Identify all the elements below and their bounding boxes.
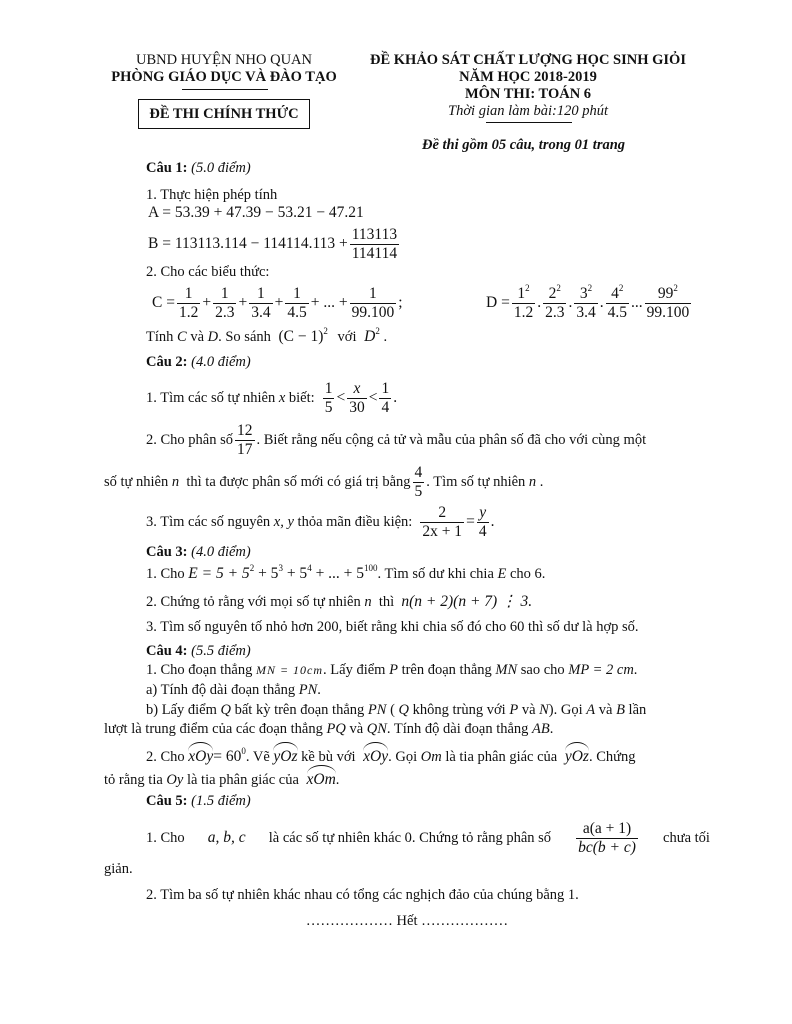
q4-p2-c: kề bù với (301, 749, 356, 765)
q3-p2-expr: n(n + 2)(n + 7) ⋮ 3. (401, 593, 533, 610)
q3-heading (146, 544, 251, 561)
exam-title: ĐỀ KHẢO SÁT CHẤT LƯỢNG HỌC SINH GIỎI (370, 52, 686, 68)
q4-pa (146, 682, 321, 699)
q1-expr-d: D = $\frac{1^2}{1.2}$ . $\frac{2^2}{2.3}$ . $\frac{3^2}{3.4}$ . $\frac{4^2}{4.5}$ ... $\frac{99^2}{99.100}$ (486, 282, 690, 321)
q2-p2-end: . (539, 473, 544, 490)
c-term (213, 285, 236, 322)
footer-end: ……………… Hết ……………… (305, 913, 509, 929)
q4-p2-oy: Oy (166, 772, 184, 788)
pages-note: Đề thi gồm 05 câu, trong 01 trang (422, 137, 626, 153)
time-underline (486, 122, 572, 123)
angle-xom: xOm (307, 768, 336, 789)
q3-title: Câu 3: (146, 544, 188, 560)
d-term-num: 2 (548, 284, 557, 302)
q4-p1-mn: MN = 10cm (255, 663, 324, 677)
q4-pb-pn: PN (367, 702, 387, 718)
compare-text: Tính (146, 329, 174, 345)
q3-p1-expr: E = 5 + 5 (188, 565, 250, 582)
q3-p1-a: 1. Cho (146, 566, 185, 582)
q4-p1-mn2: MN (495, 662, 518, 678)
compare-d2: D (364, 328, 376, 345)
q4-pb-e: ). Gọi (548, 702, 583, 718)
q2-f3-den: 4 (381, 398, 390, 416)
lt-sign: < (336, 389, 346, 406)
q2-points: (4.0 điểm) (191, 354, 251, 370)
q5-heading (146, 793, 251, 810)
d-term-last (645, 282, 692, 322)
c-dots: + ... + (310, 294, 348, 311)
q2-p2-b: . Biết rằng nếu cộng cả tử và mẫu của phân số đã cho với cùng một (256, 431, 647, 448)
q3-p2-n: n (364, 594, 372, 610)
q4-title: Câu 4: (146, 643, 188, 659)
q4-pb-pa: A (586, 702, 596, 718)
c-term (177, 285, 200, 322)
q2-p3-rfrac (477, 504, 489, 541)
d-term-den: 3.4 (576, 303, 596, 321)
q5-p1-c: chưa tối (663, 829, 710, 846)
q4-pa-a: a) Tính độ dài đoạn thẳng (146, 682, 296, 698)
q4-pb-va2: và (598, 702, 613, 718)
dept-line2: PHÒNG GIÁO DỤC VÀ ĐÀO TẠO (111, 69, 337, 85)
c-last-den: 99.100 (351, 303, 395, 321)
q2-f2-num: x (347, 380, 367, 399)
q4-p1-d: sao cho (520, 662, 565, 678)
q4-heading (146, 643, 251, 660)
q4-pb-va3: và (349, 721, 364, 737)
q2-p2-a: 2. Cho phân số (146, 431, 233, 448)
q2-f1-den: 5 (324, 398, 333, 416)
q5-p1-abc: a, b, c (207, 829, 246, 846)
q2-p2-line2 (104, 462, 543, 502)
q4-pb-pq: PQ (326, 721, 346, 737)
square: 2 (525, 282, 530, 293)
q1-p1-intro: 1. Thực hiện phép tính (146, 187, 278, 203)
header-underline (182, 89, 268, 90)
q1-p2-intro: 2. Cho các biểu thức: (146, 264, 270, 280)
square: 2 (375, 326, 380, 336)
q2-p2-gfrac (413, 464, 425, 501)
angle-xoy-2: xOy (363, 745, 388, 766)
q2-p3-lnum: 2 (420, 504, 464, 523)
q4-p2-eq: = 60 (213, 748, 242, 765)
q4-p2-line2 (104, 768, 339, 789)
q4-p1-c: trên đoạn thẳng (401, 662, 492, 678)
d-term-den: 2.3 (545, 303, 565, 321)
q1-b-fraction (350, 226, 399, 263)
q2-p1-text: 1. Tìm các số tự nhiên (146, 389, 276, 406)
q2-p2-line1 (146, 420, 646, 460)
c-term-den: 1.2 (178, 303, 199, 321)
q4-p1-end: . (633, 662, 638, 678)
q5-points: (1.5 điểm) (191, 793, 251, 809)
q3-p2 (146, 592, 532, 611)
d-dots: ... (630, 294, 643, 311)
c-term-den: 3.4 (251, 303, 271, 321)
q1-b-num: 113113 (351, 225, 398, 243)
c-term-num: 1 (213, 285, 236, 304)
q2-f3-num: 1 (381, 379, 390, 397)
q4-pb-line2 (104, 721, 553, 738)
q5-frac (576, 820, 638, 857)
q4-pb-b: bất kỳ trên đoạn thẳng (234, 702, 365, 718)
q4-pb-c: ( (390, 702, 395, 718)
q4-p1-mp: MP = 2 cm (568, 662, 634, 678)
c-term-den: 2.3 (215, 303, 235, 321)
q4-pb-end: . (549, 721, 554, 737)
q4-pb-line1 (146, 702, 646, 719)
q4-p2-om: Om (420, 749, 442, 765)
q2-p3: 3. Tìm các số nguyên x, y thỏa mãn điều kiện: $\frac{2}{2x + 1}$ = $\frac{y}{4}$ . (146, 503, 495, 540)
d-term (512, 282, 535, 322)
eq-sign: = (466, 513, 475, 530)
q4-p1 (146, 662, 637, 679)
q3-p2-b: thì (378, 594, 395, 610)
q5-frac-den: bc(b + c) (578, 838, 636, 856)
q2-p2-gden: 5 (414, 482, 423, 500)
q2-title: Câu 2: (146, 354, 188, 370)
q2-p2-d: thì ta được phân số mới có giá trị bằng (186, 473, 411, 490)
q4-pb-d: không trùng với (412, 702, 506, 718)
q2-p3-a: 3. Tìm các số nguyên (146, 513, 271, 530)
angle-yoz: yOz (273, 745, 297, 766)
q2-p2-e: . Tìm số tự nhiên (426, 473, 526, 490)
q4-pb-q2: Q (398, 702, 410, 718)
square: 2 (673, 282, 678, 293)
q3-p1-c: cho 6. (510, 566, 546, 582)
q1-b-den: 114114 (351, 244, 398, 262)
subject: MÔN THI: TOÁN 6 (464, 86, 592, 102)
q3-p1-b: . Tìm số dư khi chia (377, 566, 494, 582)
q4-p2-line2-a: tỏ rằng tia (104, 772, 163, 788)
q2-frac2 (347, 380, 367, 417)
d-term-den: 1.2 (513, 303, 534, 321)
q2-p3-xy: x, y (273, 513, 294, 530)
square: 2 (556, 282, 561, 293)
school-year: NĂM HỌC 2018-2019 (459, 69, 597, 85)
q2-p3-b: thỏa mãn điều kiện: (297, 513, 413, 530)
official-label: ĐỀ THI CHÍNH THỨC (149, 106, 299, 122)
c-term (285, 285, 308, 322)
q4-pb-q: Q (220, 702, 231, 718)
q2-p2-n: n (171, 473, 180, 490)
q2-p2-c: số tự nhiên (104, 473, 169, 490)
compare-and: và (190, 329, 204, 345)
dept-line1: UBND HUYỆN NHO QUAN (135, 52, 312, 68)
c-term-num: 1 (285, 285, 308, 304)
q4-pb-qn: QN (366, 721, 387, 737)
q1-heading (146, 160, 251, 177)
d-last-den: 99.100 (646, 303, 690, 321)
q4-pa-pn: PN (298, 682, 318, 698)
q4-p2-d: . Gọi (388, 749, 418, 765)
q5-p1-line1 (146, 818, 710, 858)
c-label: C = (152, 294, 175, 311)
q2-p3-lfrac (420, 504, 464, 541)
q2-p2-n2: n (528, 473, 537, 490)
q5-p1-line2: giản. (104, 861, 133, 877)
q1-points: (5.0 điểm) (191, 160, 251, 176)
q4-p1-a: 1. Cho đoạn thẳng (146, 662, 253, 678)
angle-yoz-2: yOz (565, 745, 589, 766)
official-box (138, 99, 310, 129)
q4-p2-line2-b: là tia phân giác của (186, 772, 299, 788)
d-term (574, 282, 597, 322)
q2-frac1 (323, 380, 335, 417)
q3-points: (4.0 điểm) (191, 544, 251, 560)
compare-text-b: . So sánh (218, 329, 271, 345)
q1-title: Câu 1: (146, 160, 188, 176)
q4-p2-b: . Vẽ (245, 749, 270, 765)
q4-p2-f: . Chứng (588, 749, 636, 765)
q3-p1-e: E (497, 566, 507, 582)
q4-pb-n: N (539, 702, 549, 718)
q4-pb-pb: B (616, 702, 625, 718)
q2-p1: 1. Tìm các số tự nhiên x biết: $\frac{1}{5}$ < $\frac{x}{30}$ < $\frac{1}{4}$ . (146, 379, 398, 416)
q1-compare (146, 328, 387, 346)
q2-f2-den: 30 (349, 398, 365, 416)
q2-f1-num: 1 (324, 379, 333, 397)
q5-p1-a: 1. Cho (146, 829, 185, 846)
q4-pb-a: b) Lấy điểm (146, 702, 217, 718)
square: 2 (618, 282, 624, 293)
q4-points: (5.5 điểm) (191, 643, 251, 659)
q1-b-left: B = 113113.114 − 114114.113 + (148, 235, 348, 252)
c-term-num: 1 (249, 285, 272, 304)
compare-c: C (177, 329, 187, 345)
d-term-num: 4 (611, 284, 619, 302)
q2-heading (146, 354, 251, 371)
q2-p1-biet: biết: (288, 389, 315, 406)
q4-pa-end: . (317, 682, 321, 698)
q2-p2-gnum: 4 (414, 463, 423, 481)
q4-pb-line2-a: lượt là trung điểm của các đoạn thẳng (104, 721, 323, 737)
square: 2 (587, 282, 593, 293)
angle-xoy: xOy (188, 745, 213, 766)
c-term (249, 285, 272, 322)
compare-d: D (207, 329, 219, 345)
q1-expr-c: C = $\frac{1}{1.2}$ + $\frac{1}{2.3}$ + $\frac{1}{3.4}$ + $\frac{1}{4.5}$ + ... + $\frac{1}{99.100}$ ; (152, 284, 403, 321)
q4-pb-f: lần (628, 702, 647, 718)
q4-p1-p: P (389, 662, 398, 678)
q2-p2-den: 17 (237, 440, 253, 458)
q4-pb-p: P (509, 702, 519, 718)
q4-p2-end: . (335, 772, 340, 788)
q2-p3-rnum: y (477, 504, 489, 523)
q4-pb-ab: AB (532, 721, 550, 737)
c-term-last (350, 285, 397, 322)
c-term-num: 1 (177, 285, 200, 304)
d-term (543, 282, 566, 322)
q2-frac3 (379, 380, 391, 417)
q2-p2-num: 12 (237, 421, 253, 439)
time-limit: Thời gian làm bài:120 phút (448, 103, 608, 119)
d-last-num: 99 (657, 284, 674, 302)
q4-p2-a: 2. Cho (146, 749, 185, 765)
d-term-num: 1 (517, 284, 526, 302)
q3-p2-a: 2. Chứng tỏ rằng với mọi số tự nhiên (146, 594, 361, 610)
q5-p1-b: là các số tự nhiên khác 0. Chứng tỏ rằng phân số (268, 829, 552, 846)
q2-p1-x: x (278, 389, 286, 406)
q2-p3-lden: 2x + 1 (422, 522, 463, 540)
q5-title: Câu 5: (146, 793, 188, 809)
q2-p3-rden: 4 (478, 522, 487, 540)
d-term (606, 282, 629, 322)
compare-end: . (383, 329, 388, 345)
q1-expr-a: A = 53.39 + 47.39 − 53.21 − 47.21 (148, 204, 364, 221)
d-term-num: 3 (579, 284, 588, 302)
q4-p2-line1 (146, 745, 636, 766)
q4-pb-line2-b: . Tính độ dài đoạn thẳng (386, 721, 529, 737)
q3-p1: 1. Cho $E = 5 + 5^2 + 5^3 + 5^4$ + ... + $5^{100}$. Tìm số dư khi chia E cho 6. (146, 563, 546, 582)
c-last-num: 1 (350, 285, 397, 304)
d-term-den: 4.5 (607, 303, 627, 321)
q5-p2: 2. Tìm ba số tự nhiên khác nhau có tổng các nghịch đảo của chúng bằng 1. (146, 887, 579, 903)
q4-p1-b: . Lấy điểm (323, 662, 386, 678)
c-end: ; (398, 294, 403, 311)
q3-p3: 3. Tìm số nguyên tố nhỏ hơn 200, biết rằng khi chia số đó cho 60 thì số dư là hợp số. (146, 619, 639, 635)
q5-frac-num: a(a + 1) (576, 820, 638, 839)
q1-expr-b (148, 224, 401, 264)
square: 2 (323, 326, 328, 336)
d-label: D = (486, 294, 510, 311)
q2-p2-frac (235, 422, 255, 459)
degree: 0 (241, 746, 246, 756)
c-term-den: 4.5 (287, 303, 307, 321)
compare-with: với (337, 329, 357, 345)
q4-p2-e: là tia phân giác của (445, 749, 558, 765)
compare-expr: (C − 1) (278, 328, 324, 345)
lt-sign: < (368, 389, 378, 406)
q4-pb-va: và (521, 702, 536, 718)
